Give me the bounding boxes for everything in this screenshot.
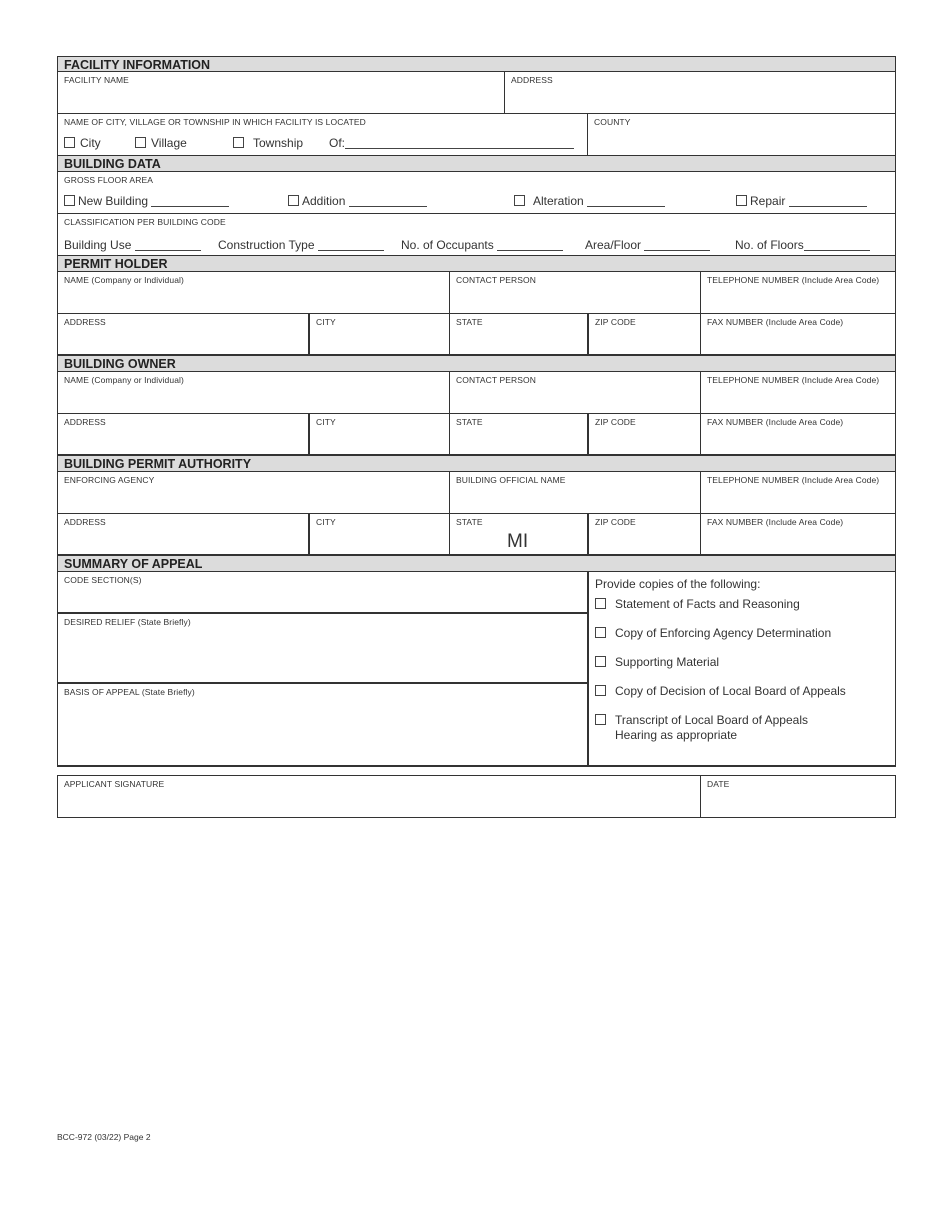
alteration-option[interactable]: [514, 194, 665, 208]
code-section-field[interactable]: [58, 572, 587, 614]
building-section-header: BUILDING DATA: [57, 156, 896, 172]
alteration-checkbox[interactable]: [514, 195, 525, 206]
authority-city-label: CITY: [316, 517, 336, 527]
permit-holder-city-field[interactable]: [308, 314, 449, 354]
owner-zip-label: ZIP CODE: [595, 417, 636, 427]
authority-row-1: [57, 472, 896, 514]
copy-item-supporting[interactable]: [595, 655, 719, 670]
statement-checkbox[interactable]: [595, 598, 606, 609]
owner-city-field[interactable]: [308, 414, 449, 454]
gross-floor-row: [57, 172, 896, 214]
building-use-label: Building Use: [64, 238, 132, 252]
township-option[interactable]: [233, 136, 303, 150]
occupants-blank[interactable]: [497, 240, 563, 251]
desired-relief-label: DESIRED RELIEF (State Briefly): [64, 617, 191, 627]
transcript-checkbox[interactable]: [595, 714, 606, 725]
area-floor-field[interactable]: [585, 238, 710, 252]
alteration-blank[interactable]: [587, 196, 665, 207]
area-floor-label: Area/Floor: [585, 238, 642, 252]
owner-phone-label: TELEPHONE NUMBER (Include Area Code): [707, 375, 880, 385]
signature-date-field[interactable]: [700, 776, 895, 817]
construction-type-field[interactable]: [218, 238, 384, 252]
permit-holder-section-header: PERMIT HOLDER: [57, 256, 896, 272]
permit-holder-fax-label: FAX NUMBER (Include Area Code): [707, 317, 844, 327]
facility-name-label: FACILITY NAME: [64, 75, 129, 85]
floors-label: No. of Floors: [735, 238, 804, 252]
authority-section-header: BUILDING PERMIT AUTHORITY: [57, 456, 896, 472]
facility-location-row: [57, 114, 896, 156]
enforcing-agency-field[interactable]: [58, 472, 449, 513]
copy-item-transcript[interactable]: [595, 713, 808, 728]
appeal-left-column: [58, 572, 587, 765]
owner-name-label: NAME (Company or Individual): [64, 375, 184, 385]
new-building-checkbox[interactable]: [64, 195, 75, 206]
village-option[interactable]: [135, 136, 187, 150]
alteration-label: Alteration: [533, 194, 584, 208]
enforcing-agency-label: ENFORCING AGENCY: [64, 475, 155, 485]
permit-holder-address-field[interactable]: [58, 314, 308, 354]
county-label: COUNTY: [594, 117, 631, 127]
owner-state-field[interactable]: [449, 414, 587, 454]
basis-of-appeal-label: BASIS OF APPEAL (State Briefly): [64, 687, 195, 697]
repair-checkbox[interactable]: [736, 195, 747, 206]
appeal-section-header: SUMMARY OF APPEAL: [57, 556, 896, 572]
owner-fax-label: FAX NUMBER (Include Area Code): [707, 417, 844, 427]
city-option[interactable]: [64, 136, 101, 150]
owner-contact-field[interactable]: [449, 372, 700, 413]
decision-label: Copy of Decision of Local Board of Appeals: [615, 684, 846, 698]
building-use-blank[interactable]: [135, 240, 201, 251]
township-option-label: Township: [253, 136, 304, 150]
permit-holder-row-2: [57, 314, 896, 356]
authority-fax-label: FAX NUMBER (Include Area Code): [707, 517, 844, 527]
statement-label: Statement of Facts and Reasoning: [615, 597, 800, 611]
appeal-form: [57, 56, 896, 818]
decision-checkbox[interactable]: [595, 685, 606, 696]
desired-relief-field[interactable]: [58, 614, 587, 684]
occupants-field[interactable]: [401, 238, 563, 252]
of-blank[interactable]: [345, 138, 574, 149]
permit-holder-address-label: ADDRESS: [64, 317, 106, 327]
city-checkbox[interactable]: [64, 137, 75, 148]
facility-name-row: [57, 72, 896, 114]
copy-item-decision[interactable]: [595, 684, 846, 699]
authority-zip-label: ZIP CODE: [595, 517, 636, 527]
facility-location-cell: [58, 114, 587, 155]
authority-address-label: ADDRESS: [64, 517, 106, 527]
signature-row: [57, 775, 896, 818]
basis-of-appeal-field[interactable]: [58, 684, 587, 765]
transcript-label-line-2: Hearing as appropriate: [615, 728, 738, 742]
owner-row-2: [57, 414, 896, 456]
permit-holder-city-label: CITY: [316, 317, 336, 327]
facility-address-field[interactable]: [504, 72, 895, 113]
village-checkbox[interactable]: [135, 137, 146, 148]
permit-holder-name-label: NAME (Company or Individual): [64, 275, 184, 285]
new-building-blank[interactable]: [151, 196, 229, 207]
form-footer: BCC-972 (03/22) Page 2: [57, 1132, 151, 1142]
transcript-label: Transcript of Local Board of Appeals: [615, 713, 808, 727]
permit-holder-phone-field[interactable]: [700, 272, 895, 313]
owner-city-label: CITY: [316, 417, 336, 427]
authority-state-value: MI: [507, 531, 529, 552]
authority-row-2: [57, 514, 896, 556]
repair-label: Repair: [750, 194, 786, 208]
supporting-label: Supporting Material: [615, 655, 720, 669]
of-label: Of:: [329, 136, 346, 150]
provide-copies-title: Provide copies of the following:: [595, 577, 761, 591]
building-use-field[interactable]: [64, 238, 201, 252]
village-option-label: Village: [151, 136, 187, 150]
city-option-label: City: [80, 136, 101, 150]
permit-holder-row-1: [57, 272, 896, 314]
authority-fax-field[interactable]: [700, 514, 895, 554]
facility-location-label: NAME OF CITY, VILLAGE OR TOWNSHIP IN WHICH FACILITY IS LOCATED: [64, 117, 366, 127]
applicant-signature-field[interactable]: [58, 776, 700, 817]
repair-option[interactable]: [736, 194, 867, 208]
authority-city-field[interactable]: [308, 514, 449, 554]
construction-type-blank[interactable]: [318, 240, 384, 251]
owner-address-field[interactable]: [58, 414, 308, 454]
permit-holder-zip-label: ZIP CODE: [595, 317, 636, 327]
appeal-copies-column: [587, 572, 895, 765]
supporting-checkbox[interactable]: [595, 656, 606, 667]
owner-state-label: STATE: [456, 417, 483, 427]
owner-row-1: [57, 372, 896, 414]
new-building-option[interactable]: [64, 194, 229, 208]
repair-blank[interactable]: [789, 196, 867, 207]
owner-name-field[interactable]: [58, 372, 449, 413]
permit-holder-contact-label: CONTACT PERSON: [456, 275, 536, 285]
classification-row: [57, 214, 896, 256]
authority-zip-field[interactable]: [587, 514, 700, 554]
permit-holder-state-label: STATE: [456, 317, 483, 327]
owner-zip-field[interactable]: [587, 414, 700, 454]
authority-phone-field[interactable]: [700, 472, 895, 513]
permit-holder-contact-field[interactable]: [449, 272, 700, 313]
addition-option[interactable]: [288, 194, 427, 208]
permit-holder-fax-field[interactable]: [700, 314, 895, 354]
copy-item-statement[interactable]: [595, 597, 800, 612]
building-official-field[interactable]: [449, 472, 700, 513]
signature-date-label: DATE: [707, 779, 730, 789]
copy-item-determination[interactable]: [595, 626, 831, 641]
authority-state-field[interactable]: [449, 514, 587, 554]
owner-section-header: BUILDING OWNER: [57, 356, 896, 372]
area-floor-blank[interactable]: [644, 240, 710, 251]
addition-label: Addition: [302, 194, 346, 208]
authority-phone-label: TELEPHONE NUMBER (Include Area Code): [707, 475, 880, 485]
facility-address-label: ADDRESS: [511, 75, 553, 85]
applicant-signature-label: APPLICANT SIGNATURE: [64, 779, 165, 789]
permit-holder-name-field[interactable]: [58, 272, 449, 313]
permit-holder-state-field[interactable]: [449, 314, 587, 354]
township-checkbox[interactable]: [233, 137, 244, 148]
permit-holder-phone-label: TELEPHONE NUMBER (Include Area Code): [707, 275, 880, 285]
owner-fax-field[interactable]: [700, 414, 895, 454]
occupants-label: No. of Occupants: [401, 238, 494, 252]
floors-field[interactable]: [735, 238, 870, 252]
determination-label: Copy of Enforcing Agency Determination: [615, 626, 832, 640]
determination-checkbox[interactable]: [595, 627, 606, 638]
authority-state-label: STATE: [456, 517, 483, 527]
classification-label: CLASSIFICATION PER BUILDING CODE: [64, 217, 226, 227]
floors-blank[interactable]: [804, 240, 870, 251]
code-section-label: CODE SECTION(S): [64, 575, 142, 585]
facility-name-field[interactable]: [58, 72, 504, 113]
county-field[interactable]: [587, 114, 895, 155]
appeal-body: [57, 572, 896, 767]
owner-phone-field[interactable]: [700, 372, 895, 413]
facility-section-header: FACILITY INFORMATION: [57, 56, 896, 72]
authority-address-field[interactable]: [58, 514, 308, 554]
owner-address-label: ADDRESS: [64, 417, 106, 427]
addition-checkbox[interactable]: [288, 195, 299, 206]
of-field[interactable]: [329, 136, 574, 150]
building-official-label: BUILDING OFFICIAL NAME: [456, 475, 566, 485]
addition-blank[interactable]: [349, 196, 427, 207]
new-building-label: New Building: [78, 194, 149, 208]
construction-type-label: Construction Type: [218, 238, 315, 252]
gross-floor-label: GROSS FLOOR AREA: [64, 175, 153, 185]
permit-holder-zip-field[interactable]: [587, 314, 700, 354]
owner-contact-label: CONTACT PERSON: [456, 375, 536, 385]
